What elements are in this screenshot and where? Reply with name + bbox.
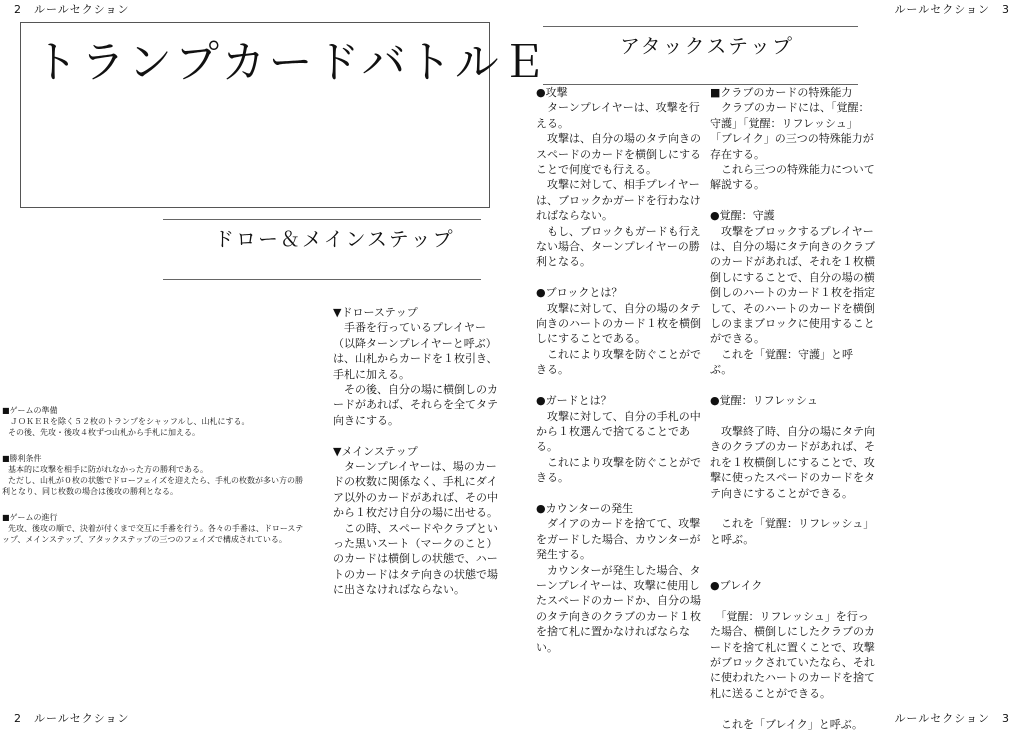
club-line: 「覚醒：リフレッシュ」を行っ: [710, 609, 869, 623]
basics-line: 利となり、同じ枚数の場合は後攻の勝利となる。: [2, 487, 178, 496]
club-line: クラブのカードには、「覚醒：: [710, 101, 870, 115]
club-line: た場合、横倒しにしたクラブのカ: [710, 625, 875, 639]
page-title: トランプカードバトルＥ: [34, 37, 549, 88]
draw-main-line: この時、スペードやクラブとい: [333, 521, 498, 535]
club-line: のカードがあれば、それを１枚横: [710, 255, 875, 269]
club-line: ●覚醒：守護: [710, 209, 775, 223]
page-footer-left: 2 ルールセクション: [14, 712, 130, 725]
attack-line: スペードのカードを横倒しにする: [536, 147, 701, 161]
club-line: は、自分の場にタテ向きのクラブ: [710, 240, 875, 254]
club-line: 解説する。: [710, 178, 765, 192]
basics-line: ＪＯＫＥＲを除く５２枚のトランプをシャッフルし、山札にする。: [10, 417, 250, 426]
attack-line: カウンターが発生した場合、タ: [536, 563, 701, 577]
draw-main-line: に出さなければならない。: [333, 583, 465, 597]
club-line: テ向きにすることができる。: [710, 486, 853, 500]
draw-main-line: 手番を行っているプレイヤー: [333, 321, 487, 335]
club-line: きのクラブのカードがあれば、そ: [710, 440, 875, 454]
section-rule-top: [163, 219, 481, 220]
basics-line: 基本的に攻撃を相手に防がれなかった方の勝利である。: [8, 465, 208, 474]
attack-line: ●攻撃: [536, 86, 568, 99]
attack-line: 利となる。: [536, 255, 591, 269]
attack-line: を捨て札に置かなければならな: [536, 625, 690, 639]
attack-line: ない場合、ターンプレイヤーの勝: [536, 240, 700, 254]
club-line: これら三つの特殊能力について: [710, 163, 875, 177]
club-line: がブロックされていたなら、それ: [710, 655, 875, 669]
club-line: 守護」「覚醒：リフレッシュ」: [710, 116, 858, 130]
attack-line: ●ブロックとは？: [536, 286, 623, 300]
draw-main-line: ードがあれば、それらを全てタテ: [333, 398, 498, 412]
club-line: 撃に使ったスペードのカードをタ: [710, 471, 875, 485]
club-line: れを１枚横倒しにすることで、攻: [710, 455, 875, 469]
page-footer-right: ルールセクション 3: [894, 712, 1010, 725]
attack-line: もし、ブロックもガードも行え: [536, 224, 701, 238]
attack-rule-top: [543, 26, 858, 27]
attack-line: ことで何度でも行える。: [536, 163, 657, 177]
club-line: 攻撃をブロックするプレイヤー: [710, 224, 874, 238]
club-line: 攻撃終了時、自分の場にタテ向: [710, 424, 875, 438]
attack-line: ダイアのカードを捨てて、攻撃: [536, 517, 701, 531]
attack-line: 攻撃は、自分の場のタテ向きの: [536, 132, 701, 146]
basics-heading-prep: ■ゲームの準備: [2, 406, 58, 415]
club-line: ができる。: [710, 332, 765, 346]
attack-line: ●ガードとは？: [536, 394, 612, 408]
draw-main-line: その後、自分の場に横倒しのカ: [333, 383, 498, 397]
main-step-heading: ▼メインステップ: [333, 444, 418, 458]
draw-main-column: [333, 305, 498, 598]
draw-main-line: （以降ターンプレイヤーと呼ぶ）: [333, 336, 497, 350]
draw-main-line: 向きにする。: [333, 413, 399, 427]
draw-main-line: から１枚だけ自分の場に出せる。: [333, 506, 498, 520]
club-line: これを「覚醒：守護」と呼ぶ。: [710, 347, 853, 377]
club-line: に使われたハートのカードを捨て: [710, 671, 875, 685]
basics-heading-progress: ■ゲームの進行: [2, 513, 58, 522]
basics-line: 先攻、後攻の順で、決着が付くまで交互に手番を行う。各々の手番は、ドローステ: [8, 524, 304, 533]
attack-line: のタテ向きのクラブのカード１枚: [536, 609, 701, 623]
draw-main-heading: ドロー＆メインステップ: [214, 227, 455, 251]
attack-line: をガードした場合、カウンターが: [536, 532, 701, 546]
draw-main-line: トのカードはタテ向きの状態で場: [333, 567, 498, 581]
basics-heading-victory: ■勝利条件: [2, 454, 42, 463]
attack-line: きる。: [536, 363, 569, 377]
attack-line: ればならない。: [536, 209, 613, 223]
attack-line: い。: [536, 640, 558, 654]
attack-line: これにより攻撃を防ぐことがで: [536, 455, 701, 469]
club-line: ●ブレイク: [710, 578, 763, 592]
page-header-left: 2 ルールセクション: [14, 3, 130, 16]
page-header-right: ルールセクション 3: [894, 3, 1010, 16]
club-line: ードを捨て札に置くことで、攻撃: [710, 640, 875, 654]
attack-line: ーンプレイヤーは、攻撃に使用し: [536, 578, 700, 592]
club-line: と呼ぶ。: [710, 532, 755, 546]
club-line: ■クラブのカードの特殊能力: [710, 86, 853, 99]
draw-main-line: は、山札からカードを１枚引き、: [333, 352, 498, 366]
draw-main-line: った黒いスート（マークのこと）: [333, 537, 498, 551]
attack-line: 向きのハートのカード１枚を横倒: [536, 317, 701, 331]
attack-line: 攻撃に対して、自分の手札の中: [536, 409, 701, 423]
attack-line: から１枚選んで捨てることであ: [536, 424, 690, 438]
draw-step-heading: ▼ドローステップ: [333, 306, 418, 319]
basics-line: その後、先攻・後攻４枚ずつ山札から手札に加える。: [8, 428, 200, 437]
attack-line: 攻撃に対して、自分の場のタテ: [536, 301, 701, 315]
club-line: 札に送ることができる。: [710, 686, 831, 700]
attack-line: たスペードのカードか、自分の場: [536, 594, 701, 608]
club-line: して、そのハートのカードを横倒: [710, 301, 875, 315]
club-line: 倒しにすることで、自分の場の横: [710, 270, 875, 284]
draw-main-line: ドの枚数に関係なく、手札にダイ: [333, 475, 498, 489]
attack-line: は、ブロックかガードを行わなけ: [536, 193, 701, 207]
attack-line: ●カウンターの発生: [536, 501, 634, 515]
club-line: ●覚醒：リフレッシュ: [710, 394, 818, 408]
club-line: 「ブレイク」の三つの特殊能力が: [710, 132, 874, 146]
attack-line: ターンプレイヤーは、攻撃を行: [536, 101, 700, 115]
draw-main-line: ターンプレイヤーは、場のカー: [333, 460, 497, 474]
attack-line: る。: [536, 440, 558, 454]
club-line: 倒しのハートのカード１枚を指定: [710, 286, 875, 300]
attack-line: これにより攻撃を防ぐことがで: [536, 347, 701, 361]
attack-line: きる。: [536, 471, 569, 485]
attack-line: 攻撃に対して、相手プレイヤー: [536, 178, 700, 192]
basics-line: ただし、山札が０枚の状態でドローフェイズを迎えたら、手札の枚数が多い方の勝: [8, 476, 303, 485]
attack-line: しにすることである。: [536, 332, 646, 346]
attack-line: 発生する。: [536, 548, 591, 562]
basics-column: [2, 405, 322, 545]
club-line: しのままブロックに使用すること: [710, 317, 875, 331]
attack-column-1: [536, 85, 701, 655]
attack-heading: アタックステップ: [620, 34, 794, 58]
club-line: これを「ブレイク」と呼ぶ。: [710, 717, 864, 731]
basics-line: ップ、メインステップ、アタックステップの三つのフェイズで構成されている。: [2, 535, 287, 544]
draw-main-line: のカードは横倒しの状態で、ハー: [333, 552, 498, 566]
attack-column-2: [710, 85, 875, 732]
attack-line: える。: [536, 116, 569, 130]
club-line: 存在する。: [710, 147, 765, 161]
draw-main-line: ア以外のカードがあれば、その中: [333, 490, 498, 504]
section-rule-bottom: [163, 279, 481, 280]
club-line: これを「覚醒：リフレッシュ」: [710, 517, 875, 531]
draw-main-line: 手札に加える。: [333, 367, 410, 381]
